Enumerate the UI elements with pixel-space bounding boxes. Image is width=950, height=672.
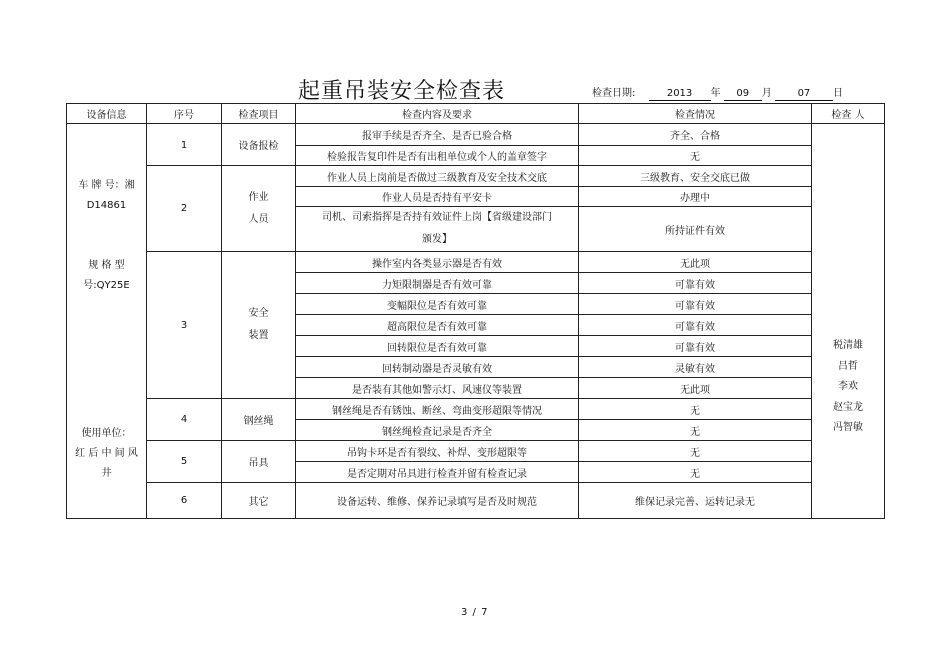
inspector-name: 赵宝龙 xyxy=(833,401,863,413)
table-row xyxy=(67,166,885,187)
content-cell: 设备运转、维修、保养记录填写是否及时规范 xyxy=(296,483,579,519)
status-cell: 可靠有效 xyxy=(579,315,812,336)
header-item: 检查项目 xyxy=(222,104,296,124)
inspector-name: 税清雄 xyxy=(833,340,863,352)
plate-number-label: 车 牌 号：湘 xyxy=(78,180,135,191)
table-row xyxy=(67,441,885,462)
status-cell: 无 xyxy=(579,420,812,441)
plate-number-value: D14861 xyxy=(86,200,127,211)
header-content: 检查内容及要求 xyxy=(296,104,579,124)
user-unit-value-cont: 井 xyxy=(101,468,112,479)
status-cell: 所持证件有效 xyxy=(579,207,812,252)
date-year-unit: 年 xyxy=(710,88,721,99)
spec-model-value: 号:QY25E xyxy=(83,280,130,291)
table-row xyxy=(67,124,885,146)
header-status: 检查情况 xyxy=(579,104,812,124)
status-cell: 办理中 xyxy=(579,187,812,207)
content-cell: 操作室内各类显示器是否有效 xyxy=(296,252,579,273)
status-cell: 无 xyxy=(579,146,812,166)
content-cell: 钢丝绳是否有锈蚀、断丝、弯曲变形超限等情况 xyxy=(296,399,579,420)
content-cell: 作业人员是否持有平安卡 xyxy=(296,187,579,207)
content-cell: 钢丝绳检查记录是否齐全 xyxy=(296,420,579,441)
content-cell: 变幅限位是否有效可靠 xyxy=(296,294,579,315)
group-6-seq: 6 xyxy=(147,483,222,519)
status-cell: 无 xyxy=(579,462,812,483)
group-1-item: 设备报检 xyxy=(222,124,296,166)
inspectors-cell xyxy=(812,124,885,519)
table-row xyxy=(67,252,885,273)
content-cell: 是否装有其他如警示灯、风速仪等装置 xyxy=(296,378,579,399)
spec-model-label: 规 格 型 xyxy=(88,260,125,271)
group-2-item-line2: 人员 xyxy=(248,213,269,225)
date-day-unit: 日 xyxy=(832,88,843,99)
equipment-info-cell xyxy=(67,124,147,519)
user-unit-label: 使用单位： xyxy=(81,428,132,439)
content-cell: 作业人员上岗前是否做过三级教育及安全技术交底 xyxy=(296,166,579,187)
status-cell: 灵敏有效 xyxy=(579,357,812,378)
content-cell: 回转限位是否有效可靠 xyxy=(296,336,579,357)
content-line1: 司机、司索指挥是否持有效证件上岗【省级建设部门 xyxy=(322,212,552,223)
date-day: 07 xyxy=(775,88,833,101)
status-cell: 维保记录完善、运转记录无 xyxy=(579,483,812,519)
group-5-seq: 5 xyxy=(147,441,222,483)
status-cell: 无 xyxy=(579,399,812,420)
group-2-seq: 2 xyxy=(147,166,222,252)
group-3-item-line1: 安全 xyxy=(248,308,269,319)
group-6-item: 其它 xyxy=(222,483,296,519)
content-line2: 颁发】 xyxy=(422,234,452,245)
table-row xyxy=(67,399,885,420)
inspector-name: 吕哲 xyxy=(838,360,858,372)
status-cell: 齐全、合格 xyxy=(579,124,812,146)
content-cell: 检验报告复印件是否有出租单位或个人的盖章签字 xyxy=(296,146,579,166)
group-4-seq: 4 xyxy=(147,399,222,441)
date-month: 09 xyxy=(724,88,762,101)
group-2-item-line1: 作业 xyxy=(248,191,269,203)
status-cell: 无此项 xyxy=(579,378,812,399)
table-row xyxy=(67,483,885,519)
inspection-date xyxy=(592,84,843,101)
group-2-item xyxy=(222,166,296,252)
header-equipment-info: 设备信息 xyxy=(67,104,147,124)
group-3-seq: 3 xyxy=(147,252,222,399)
date-year: 2013 xyxy=(649,88,711,101)
group-5-item: 吊具 xyxy=(222,441,296,483)
group-1-seq: 1 xyxy=(147,124,222,166)
group-3-item xyxy=(222,252,296,399)
header-inspector: 检查 人 xyxy=(812,104,885,124)
status-cell: 三级教育、安全交底已做 xyxy=(579,166,812,187)
inspection-table xyxy=(66,103,885,519)
content-cell: 吊钩卡环是否有裂纹、补焊、变形超限等 xyxy=(296,441,579,462)
inspector-name: 李欢 xyxy=(838,381,858,393)
content-cell: 回转制动器是否灵敏有效 xyxy=(296,357,579,378)
content-cell: 是否定期对吊具进行检查并留有检查记录 xyxy=(296,462,579,483)
date-month-unit: 月 xyxy=(761,88,772,99)
table-header-row xyxy=(67,104,885,124)
group-3-item-line2: 装置 xyxy=(248,330,269,341)
status-cell: 可靠有效 xyxy=(579,273,812,294)
status-cell: 可靠有效 xyxy=(579,336,812,357)
content-cell: 超高限位是否有效可靠 xyxy=(296,315,579,336)
status-cell: 可靠有效 xyxy=(579,294,812,315)
page-title: 起重吊装安全检查表 xyxy=(298,79,506,104)
user-unit-value: 红 后 中 间 风 xyxy=(75,448,138,459)
page-number: 3 / 7 xyxy=(461,607,488,618)
date-label: 检查日期: xyxy=(592,88,636,99)
content-cell: 报审手续是否齐全、是否已验合格 xyxy=(296,124,579,146)
status-cell: 无此项 xyxy=(579,252,812,273)
content-cell: 力矩限制器是否有效可靠 xyxy=(296,273,579,294)
header-seq: 序号 xyxy=(147,104,222,124)
content-cell xyxy=(296,207,579,252)
inspector-name: 冯智敏 xyxy=(833,422,863,434)
status-cell: 无 xyxy=(579,441,812,462)
group-4-item: 钢丝绳 xyxy=(222,399,296,441)
